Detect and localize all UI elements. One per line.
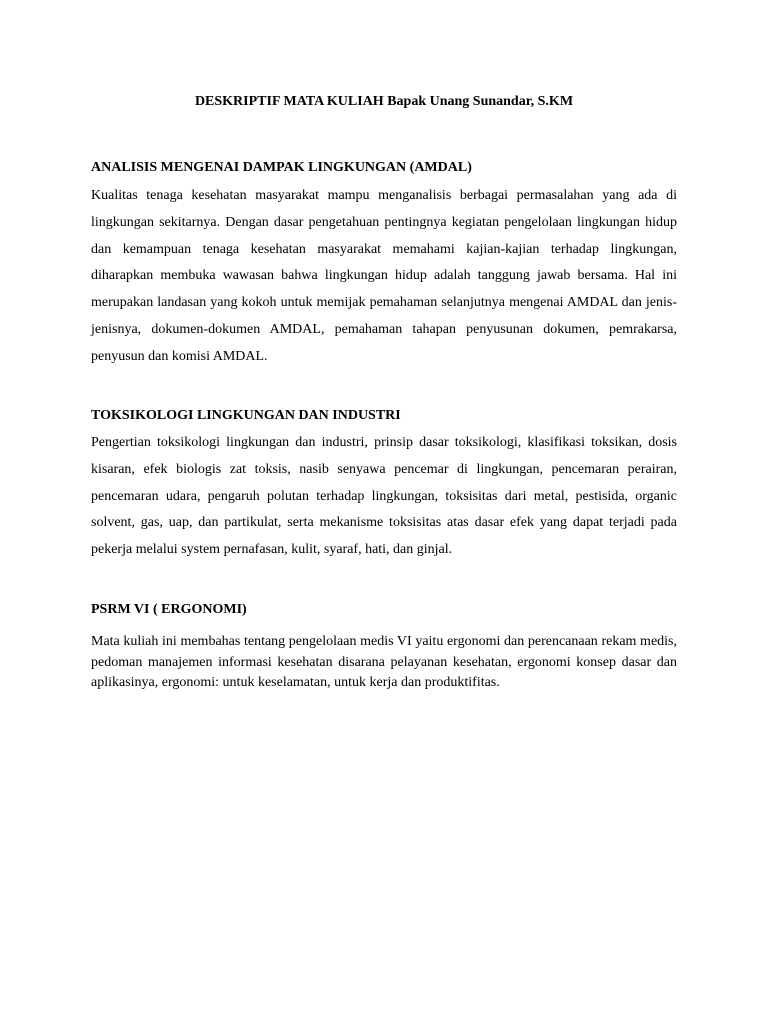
section-heading-ergonomi: PSRM VI ( ERGONOMI)	[91, 602, 247, 617]
section-heading-amdal: ANALISIS MENGENAI DAMPAK LINGKUNGAN (AMDAL)	[91, 160, 472, 175]
document-title: DESKRIPTIF MATA KULIAH Bapak Unang Sunandar, S.KM	[194, 94, 574, 109]
section-heading-toksikologi: TOKSIKOLOGI LINGKUNGAN DAN INDUSTRI	[91, 408, 401, 423]
section-body-amdal: Kualitas tenaga kesehatan masyarakat mampu menganalisis berbagai permasalahan yang ada di lingkungan sekitarnya. Dengan dasar pengetahuan pentingnya kegiatan pengelolaan lingkungan hidup dan kemampuan tenaga kesehatan masyarakat memahami kajian-kajian terhadap lingkungan, diharapkan membuka wawasan bahwa lingkungan hidup adalah tanggung jawab bersama. Hal ini merupakan landasan yang kokoh untuk memijak pemahaman selanjutnya mengenai AMDAL dan jenis-jenisnya, dokumen-dokumen AMDAL, pemahaman tahapan penyusunan dokumen, pemrakarsa, penyusun dan komisi AMDAL.	[91, 188, 677, 364]
section-body-ergonomi: Mata kuliah ini membahas tentang pengelolaan medis VI yaitu ergonomi dan perencanaan rekam medis, pedoman manajemen informasi kesehatan disarana pelayanan kesehatan, ergonomi konsep dasar dan aplikasinya, ergonomi: untuk keselamatan, untuk kerja dan produktifitas.	[91, 634, 677, 690]
section-body-toksikologi: Pengertian toksikologi lingkungan dan industri, prinsip dasar toksikologi, klasifikasi toksikan, dosis kisaran, efek biologis zat toksis, nasib senyawa pencemar di lingkungan, pencemaran perairan, pencemaran udara, pengaruh polutan terhadap lingkungan, toksisitas dari metal, pestisida, organic solvent, gas, uap, dan partikulat, serta mekanisme toksisitas atas dasar efek yang dapat terjadi pada pekerja melalui system pernafasan, kulit, syaraf, hati, dan ginjal.	[91, 435, 677, 558]
